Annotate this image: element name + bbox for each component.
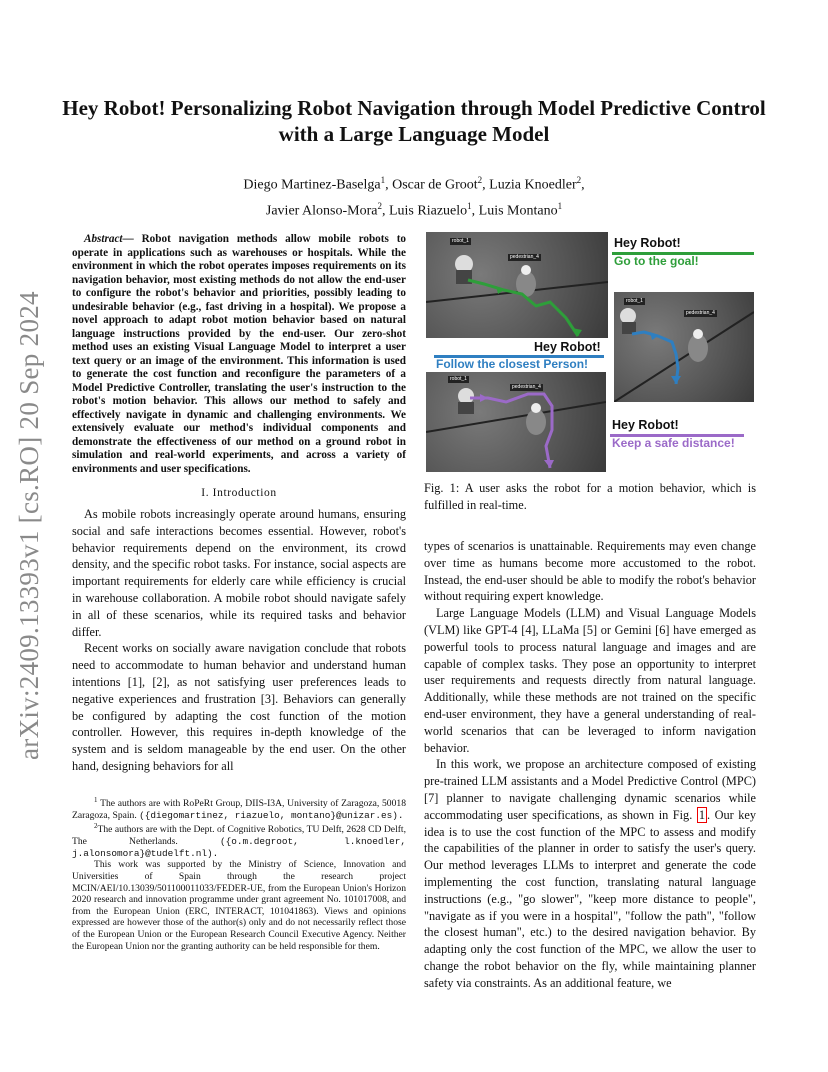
funding-note: This work was supported by the Ministry of Science, Innovation and Universities of Spain through the research project MCIN/AEI/10.13039/501100011033/FEDER-UE, from the European Union's Horizon 2020 research and innovation programme under grant agreement No. 101017008, and from the European Union (ERC, INTERACT, 101041863). Views and opinions expressed are however those of the author(s) only and do not necessarily reflect those of the European Union or the European Research Council Executive Agency. Neither the European Union nor the granting authority can be held responsible for them. (72, 859, 406, 952)
right-paragraph-text: In this work, we propose an architecture composed of existing pre-trained LLM assistants and a Model Predictive Control (MPC) [7] planner to navigate challenging dynamic scenarios while accommodating user specifications, as shown in Fig. (424, 757, 756, 822)
figure-1 (424, 230, 757, 476)
figure-photo-safe-distance (426, 372, 606, 472)
author-name: Oscar de Groot (392, 177, 478, 193)
footnote-1: $^1$ The authors are with RoPeRt Group, DIIS-I3A, University of Zaragoza, 50018 Zaragoza, Spain. ({diegomartinez, riazuelo, montano}@unizar.es). (72, 796, 406, 821)
panel-3-title: Hey Robot! (612, 418, 679, 432)
pedestrian-tag: pedestrian_4 (686, 310, 715, 316)
robot-tag: robot_1 (626, 298, 643, 304)
author-affiliation: 1 (380, 175, 386, 185)
figure-reference-link[interactable]: 1 (698, 807, 705, 822)
panel-2-title: Hey Robot! (534, 340, 601, 354)
author-list (60, 170, 768, 221)
arxiv-identifier[interactable]: arXiv:2409.13393v1 [cs.RO] 20 Sep 2024 (14, 291, 44, 760)
intro-paragraph: As mobile robots increasingly operate around humans, ensuring social and safe interactions becomes essential. However, robot's behavior requirements depend on the environment, its crowd density, and the specific robot tasks. For instance, social aspects are important requirements for elderly care while efficiency is crucial in warehouse collaboration. A mobile robot should navigate safely in all of these scenarios, while its required tasks and behavior differ. (72, 507, 406, 639)
pedestrian-tag: pedestrian_4 (510, 254, 539, 260)
robot-tag: robot_1 (452, 238, 469, 244)
author-affiliation: 1 (557, 200, 563, 211)
footnote-2-text: The authors are with the Dept. of Cognitive Robotics, TU Delft, 2628 CD Delft, The Netherlands. (72, 824, 406, 848)
right-column (424, 538, 756, 992)
robot-tag: robot_1 (450, 376, 467, 382)
author-affiliation: 1 (467, 200, 472, 211)
author-name: Luis Riazuelo (388, 203, 468, 219)
author-line-2: Javier Alonso-Mora$^2$, Luis Riazuelo$^1$, Luis Montano$^1$ (265, 200, 563, 219)
footnote-2-emails: ({o.m.degroot, l.knoedler, j.alonsomora}@tudelft.nl). (72, 836, 406, 859)
intro-paragraph: Recent works on socially aware navigation conclude that robots need to accommodate to human behavior and understand human intentions [1], [2], as not satisfying user preferences leads to negative experiences and frustration [3]. Behaviors can generally be configured by adapting the cost function of the motion controller. However, this requires in-depth knowledge of the system and is seldom manageable by the end user. On the other hand, designing behaviors for all (72, 641, 406, 773)
footnote-2: $^2$The authors are with the Dept. of Cognitive Robotics, TU Delft, 2628 CD Delft, The Netherlands. ({o.m.degroot, l.knoedler, j.alonsomora}@tudelft.nl). (72, 822, 406, 859)
author-affiliation: 2 (477, 175, 483, 185)
abstract-text: Robot navigation methods allow mobile robots to operate in applications such as warehouses or hospitals. While the environment in which the robot operates imposes requirements on its navigation behavior, most existing methods do not allow the end-user to configure the robot's behavior and priorities, possibly leading to undesirable behavior (e.g., fast driving in a hospital). We propose a novel approach to adapt robot motion behavior based on natural language instructions provided by the end-user. Our zero-shot method uses an existing Visual Language Model to interpret a user text query or an image of the environment. This information is used to generate the cost function and reconfigure the parameters of a Model Predictive Controller, translating the user's instruction to the robot's motion behavior. This allows our method to safely and effectively navigate in dynamic and challenging environments. We extensively evaluate our method's individual components and demonstrate the effectiveness of our method on a ground robot in simulation and real-world experiments, and across a variety of environments and user specifications. (72, 233, 407, 475)
pedestrian-tag: pedestrian_4 (512, 384, 541, 390)
author-name: Luis Montano (478, 203, 558, 219)
trajectory-overlay (614, 292, 754, 402)
author-name: Diego Martinez-Baselga (243, 177, 381, 193)
panel-3-subtitle: Keep a safe distance! (612, 436, 735, 450)
abstract: Abstract— Robot navigation methods allow mobile robots to operate in applications such as warehouses or hospitals. While the environment in which the robot operates imposes requirements on its navigation behavior, most existing methods do not allow the end-user to configure the robot's behavior and priorities, possibly leading to undesirable behavior (e.g., fast driving in a hospital). We propose a novel approach to adapt robot motion behavior based on natural language instructions provided by the end-user. Our zero-shot method uses an existing Visual Language Model to interpret a user text query or an image of the environment. This information is used to generate the cost function and reconfigure the parameters of a Model Predictive Controller, translating the user's instruction to the robot's motion behavior. This allows our method to safely and effectively navigate in dynamic and challenging environments. We extensively evaluate our method's individual components and demonstrate the effectiveness of our method on a ground robot in simulation and real-world experiments, and across a variety of environments and user specifications. (72, 233, 407, 475)
figure-1-caption: Fig. 1: A user asks the robot for a motion behavior, which is fulfilled in real-time. (424, 481, 756, 512)
section-heading-introduction: I. Introduction (201, 487, 277, 499)
footnote-1-text: The authors are with RoPeRt Group, DIIS-I3A, University of Zaragoza, 50018 Zaragoza, Spain. (72, 798, 406, 821)
panel-1-title: Hey Robot! (614, 236, 681, 250)
paper-title: Hey Robot! Personalizing Robot Navigation through Model Predictive Control with a Large Language Model (62, 96, 766, 146)
footnotes (72, 795, 406, 952)
author-line-1: Diego Martinez-Baselga$^1$, Oscar de Groot$^2$, Luzia Knoedler$^2$, (243, 175, 585, 193)
author-affiliation: 2 (377, 200, 382, 211)
panel-2-subtitle: Follow the closest Person! (436, 357, 589, 371)
author-affiliation: 2 (576, 175, 582, 185)
trajectory-overlay (426, 232, 608, 338)
left-column (72, 233, 406, 775)
panel-1-subtitle: Go to the goal! (614, 254, 699, 268)
right-paragraph: Large Language Models (LLM) and Visual Language Models (VLM) like GPT-4 [4], LLaMa [5] or Gemini [6] have emerged as powerful tools to process natural language and images and are capable of complex tasks. They pose an opportunity to interpret user requirements and requests directly from natural language. Additionally, while these methods are not trained on the specific end-user environment, they have a general understanding of real-world scenarios that can be leveraged to inform navigation behavior. (424, 606, 756, 755)
figure-photo-go-to-goal (426, 232, 608, 338)
author-name: Luzia Knoedler (489, 177, 577, 193)
right-paragraph: types of scenarios is unattainable. Requirements may even change over time as humans become more accustomed to the robot. Instead, the end-user should be able to modify the robot's behavior without requiring expert knowledge. (424, 539, 756, 604)
figure-photo-follow-person (614, 292, 754, 402)
abstract-label: Abstract (84, 233, 123, 245)
right-paragraph (424, 756, 756, 991)
right-paragraph-text: . Our key idea is to use the cost function of the MPC to assess and modify the capabilities of the planner in order to satisfy the user's query. Our method leverages LLMs to interpret and generate the code implementing the cost function, translating natural language instructions (e.g., "go slower", "keep more distance to people", "navigate as if you were in a hospital", "follow the path", "follow the closest human", etc.) to the desired navigation behavior. By adapting only the cost function of the MPC, we allow the user to change the robot behavior on the fly, while maintaining planner safety via constraints. As an additional feature, we (424, 807, 756, 990)
footnote-1-emails: ({diegomartinez, riazuelo, montano}@unizar.es). (139, 809, 404, 821)
author-name: Javier Alonso-Mora (265, 203, 378, 219)
